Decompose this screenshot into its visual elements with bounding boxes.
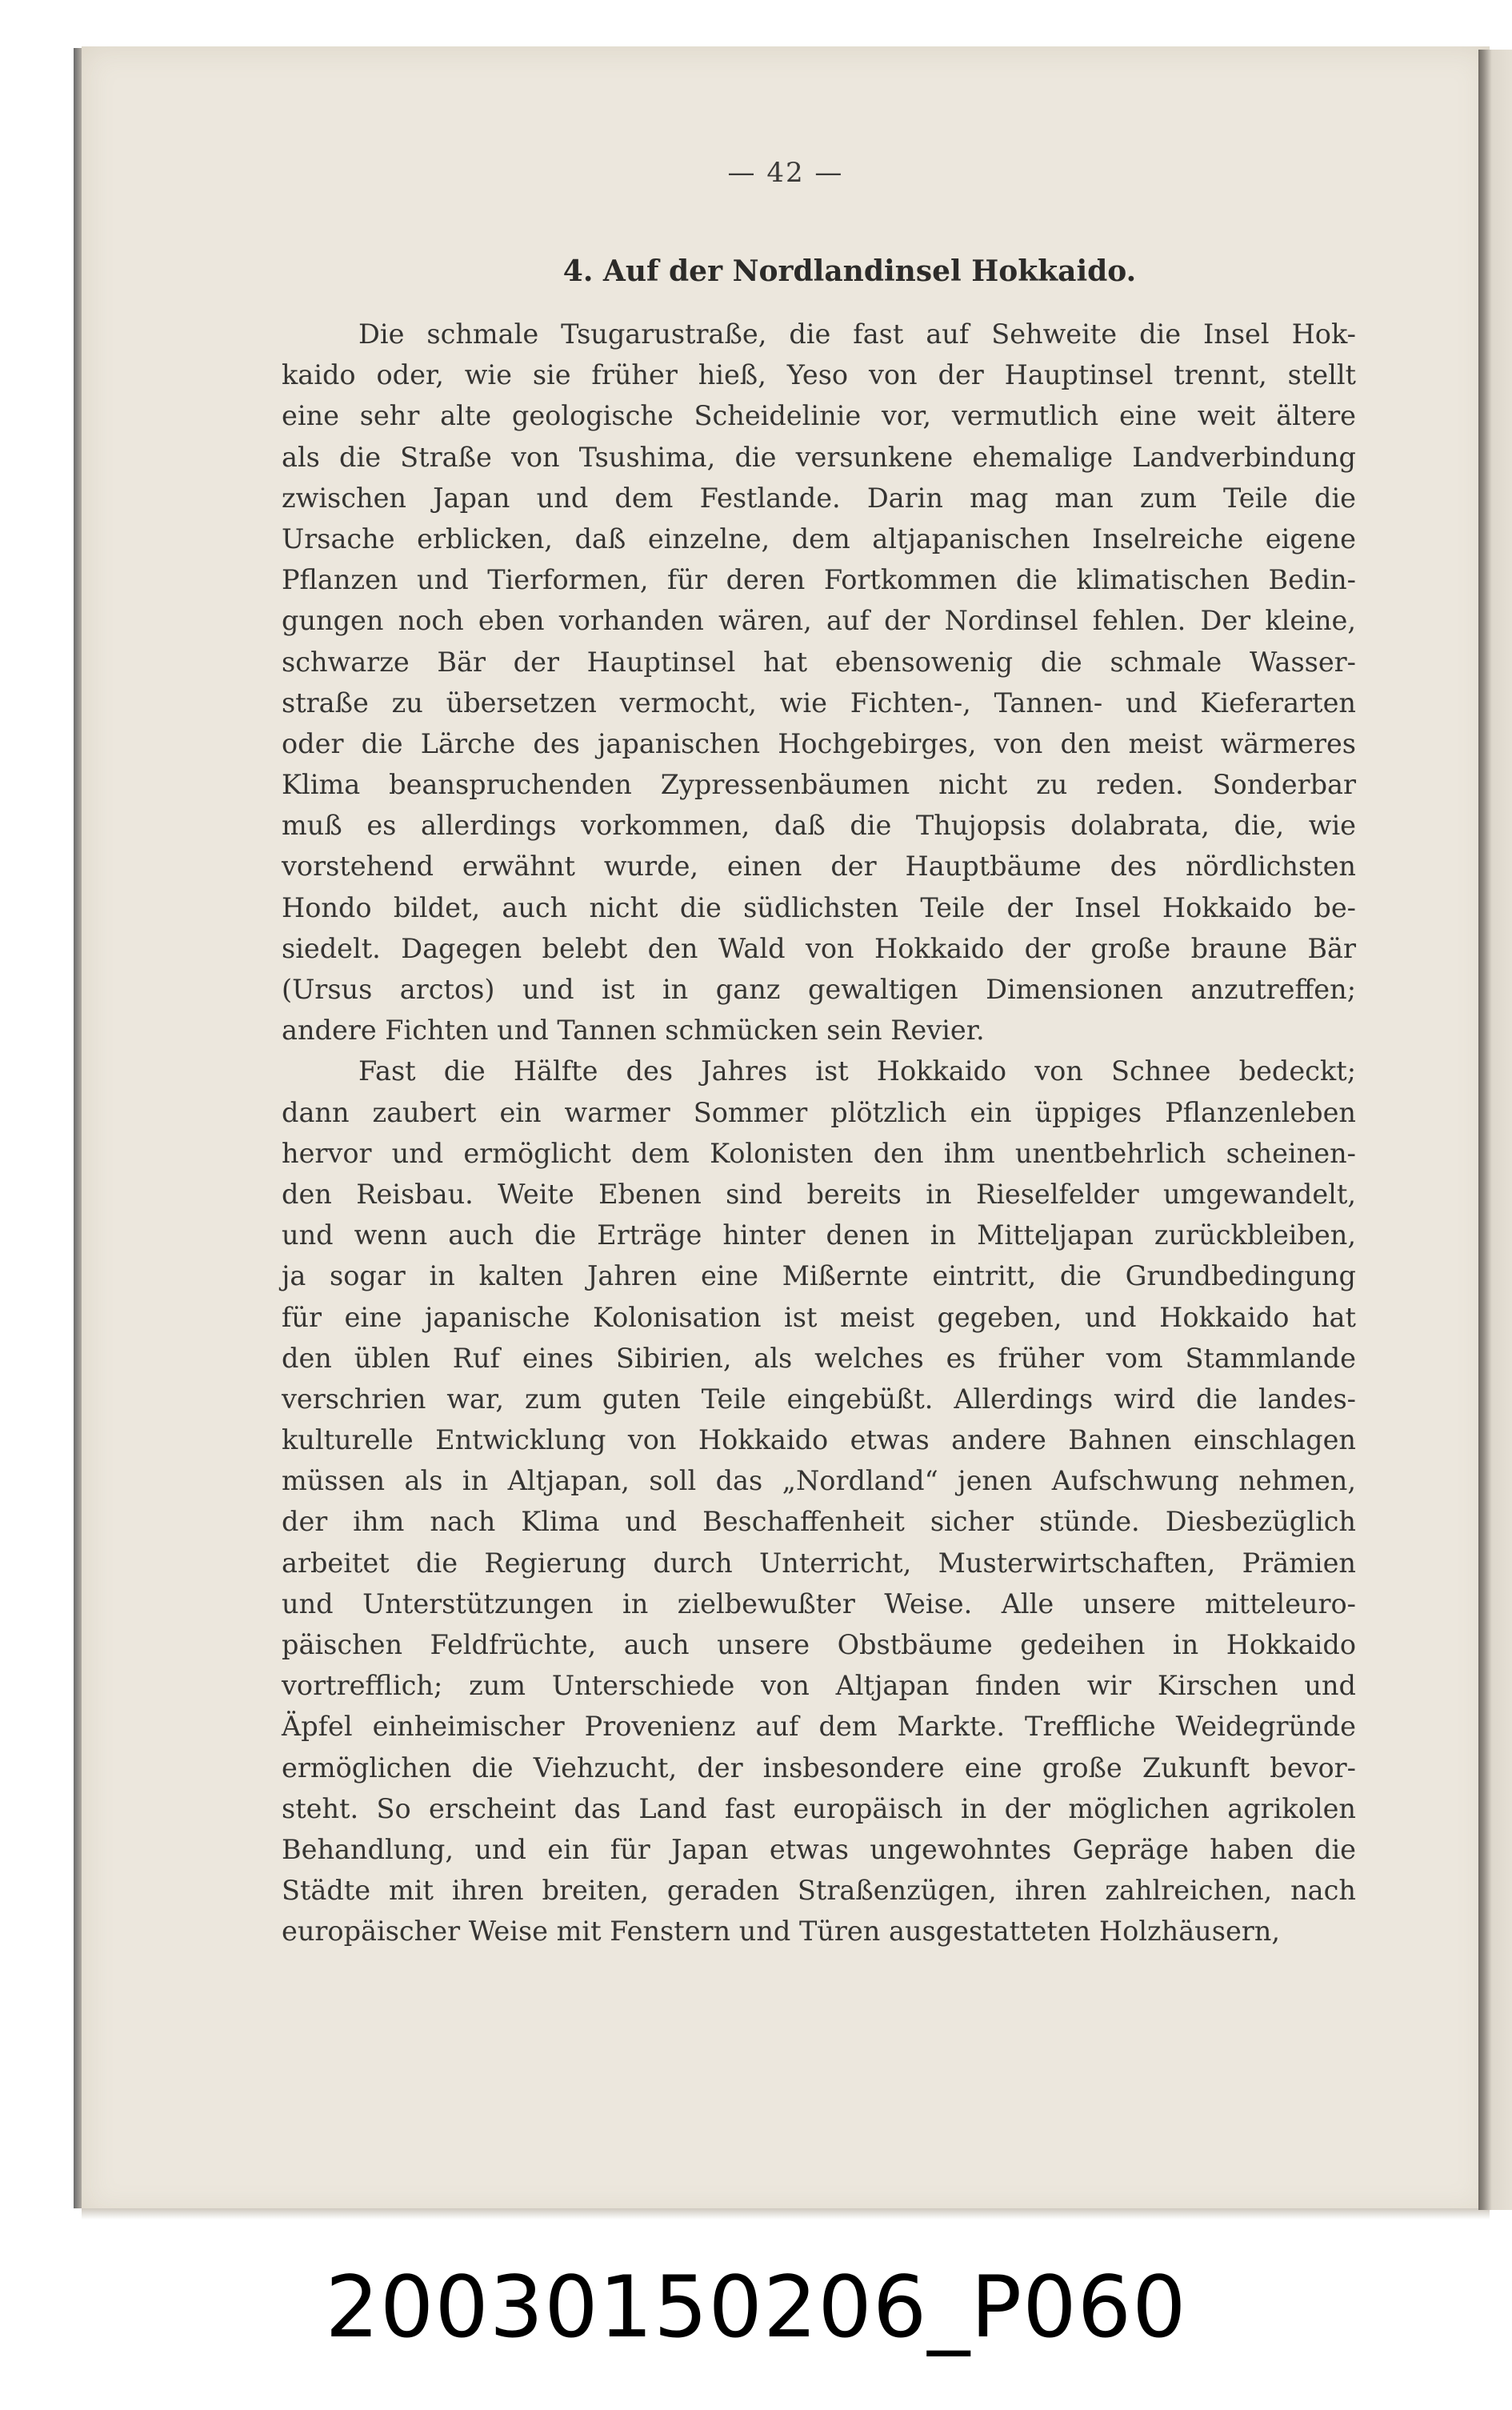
paragraph-1-line: schwarze Bär der Hauptinsel hat ebensowenig die schmale Wasser- (282, 646, 1356, 678)
paragraph-2-line: vortrefflich; zum Unterschiede von Altjapan finden wir Kirschen und (282, 1670, 1356, 1702)
paragraph-1-line: als die Straße von Tsushima, die versunkene ehemalige Landverbindung (282, 441, 1356, 473)
paragraph-1-line: Ursache erblicken, daß einzelne, dem altjapanischen Inselreiche eigene (282, 522, 1356, 554)
paragraph-2-line: päischen Feldfrüchte, auch unsere Obstbäume gedeihen in Hokkaido (282, 1629, 1356, 1660)
paragraph-1-line: vorstehend erwähnt wurde, einen der Hauptbäume des nördlichsten (282, 851, 1356, 883)
paragraph-2-line: Städte mit ihren breiten, geraden Straßenzügen, ihren zahlreichen, nach (282, 1875, 1356, 1907)
paragraph-2-line: den üblen Ruf eines Sibirien, als welches es früher vom Stammlande (282, 1342, 1356, 1374)
archive-identifier: 20030150206_P060 (325, 2258, 1187, 2356)
paragraph-2-line: kulturelle Entwicklung von Hokkaido etwas andere Bahnen einschlagen (282, 1424, 1356, 1456)
paragraph-1-line: siedelt. Dagegen belebt den Wald von Hokkaido der große braune Bär (282, 932, 1356, 964)
body-text (282, 314, 1356, 1952)
paragraph-2-line: arbeitet die Regierung durch Unterricht, Musterwirtschaften, Prämien (282, 1547, 1356, 1579)
paragraph-2-line: dann zaubert ein warmer Sommer plötzlich ein üppiges Pflanzenleben (282, 1096, 1356, 1128)
paragraph-2-line: für eine japanische Kolonisation ist meist gegeben, und Hokkaido hat (282, 1301, 1356, 1333)
paragraph-2-line: den Reisbau. Weite Ebenen sind bereits in Rieselfelder umgewandelt, (282, 1178, 1356, 1210)
paragraph-2-line: verschrien war, zum guten Teile eingebüßt. Allerdings wird die landes- (282, 1383, 1356, 1415)
adjacent-page-edge (1478, 50, 1512, 2210)
section-heading: 4. Auf der Nordlandinsel Hokkaido. (562, 254, 1137, 288)
paragraph-2-line: Fast die Hälfte des Jahres ist Hokkaido von Schnee bedeckt; (358, 1055, 1356, 1087)
paragraph-1-line: straße zu übersetzen vermocht, wie Fichten-, Tannen- und Kieferarten (282, 687, 1356, 719)
paragraph-1-line: andere Fichten und Tannen schmücken sein Revier. (282, 1015, 985, 1047)
paragraph-2-line: und Unterstützungen in zielbewußter Weise. Alle unsere mitteleuro- (282, 1587, 1356, 1619)
paragraph-2-line: steht. So erscheint das Land fast europäisch in der möglichen agrikolen (282, 1792, 1356, 1824)
paragraph-2-line: hervor und ermöglicht dem Kolonisten den ihm unentbehrlich scheinen- (282, 1137, 1356, 1169)
paragraph-2-line: ja sogar in kalten Jahren eine Mißernte eintritt, die Grundbedingung (282, 1260, 1356, 1292)
paragraph-1-line: Hondo bildet, auch nicht die südlichsten Teile der Insel Hokkaido be- (282, 891, 1356, 923)
paragraph-2-line: europäischer Weise mit Fenstern und Türen ausgestatteten Holzhäusern, (282, 1916, 1281, 1948)
paragraph-1-line: eine sehr alte geologische Scheidelinie vor, vermutlich eine weit ältere (282, 400, 1356, 432)
paragraph-1-line: Die schmale Tsugarustraße, die fast auf Sehweite die Insel Hok- (358, 318, 1356, 350)
paragraph-1-line: kaido oder, wie sie früher hieß, Yeso von der Hauptinsel trennt, stellt (282, 359, 1356, 391)
paragraph-2-line: und wenn auch die Erträge hinter denen in Mitteljapan zurückbleiben, (282, 1219, 1356, 1251)
paragraph-1-line: Pflanzen und Tierformen, für deren Fortkommen die klimatischen Bedin- (282, 564, 1356, 596)
paragraph-1-line: gungen noch eben vorhanden wären, auf der Nordinsel fehlen. Der kleine, (282, 605, 1356, 637)
paragraph-2-line: müssen als in Altjapan, soll das „Nordland“ jenen Aufschwung nehmen, (282, 1465, 1356, 1497)
paragraph-1-line: muß es allerdings vorkommen, daß die Thujopsis dolabrata, die, wie (282, 810, 1356, 842)
paragraph-1-line: zwischen Japan und dem Festlande. Darin mag man zum Teile die (282, 482, 1356, 514)
paragraph-2-line: ermöglichen die Viehzucht, der insbesondere eine große Zukunft bevor- (282, 1751, 1356, 1783)
paragraph-2-line: der ihm nach Klima und Beschaffenheit sicher stünde. Diesbezüglich (282, 1506, 1356, 1538)
paragraph-2-line: Behandlung, und ein für Japan etwas ungewohntes Gepräge haben die (282, 1833, 1356, 1865)
paragraph-2-line: Äpfel einheimischer Provenienz auf dem Markte. Treffliche Weidegründe (282, 1711, 1356, 1743)
paragraph-1-line: Klima beanspruchenden Zypressenbäumen nicht zu reden. Sonderbar (282, 769, 1356, 801)
paragraph-1-line: (Ursus arctos) und ist in ganz gewaltigen Dimensionen anzutreffen; (282, 974, 1356, 1005)
paragraph-1-line: oder die Lärche des japanischen Hochgebirges, von den meist wärmeres (282, 727, 1356, 759)
page-number: — 42 — (727, 157, 844, 189)
page-bottom-edge (82, 2208, 1490, 2220)
